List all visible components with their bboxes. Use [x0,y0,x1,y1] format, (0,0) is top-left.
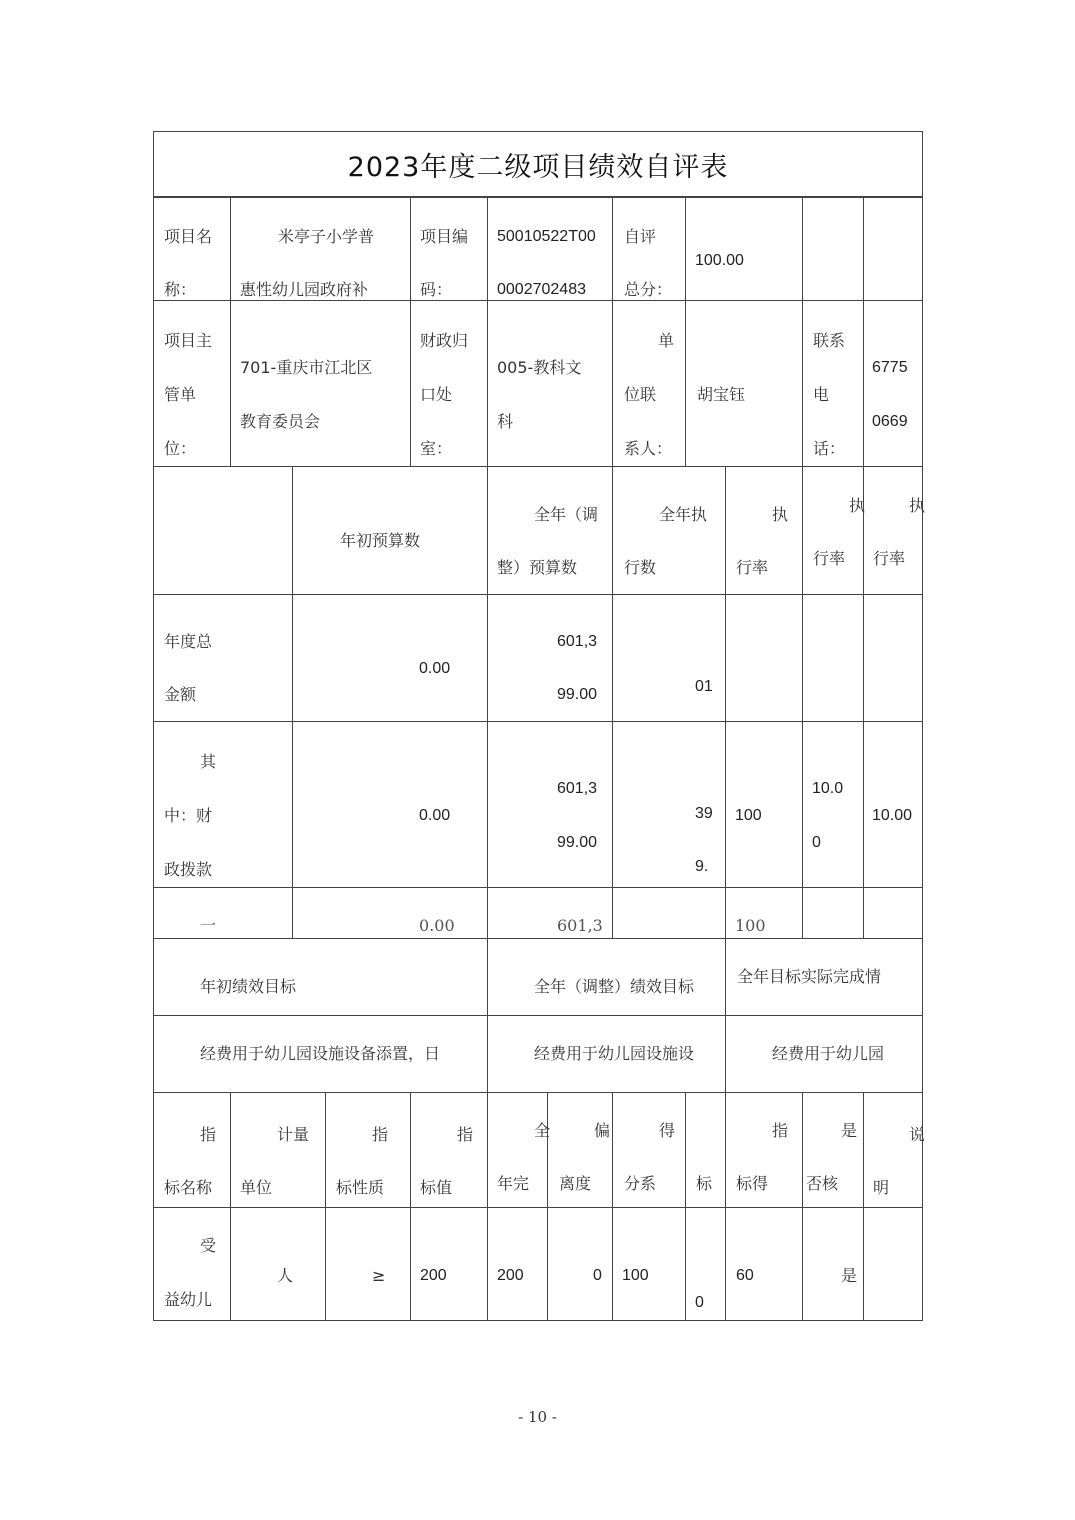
deviation-header: 偏 [594,1121,611,1140]
weight-header-cell [685,1092,726,1208]
indicator-name-header-2: 标名称 [164,1178,213,1197]
initial-budget-header: 年初预算数 [340,531,421,550]
fiscal-label-2: 中：财 [164,806,213,825]
deviation-value: 0 [593,1267,602,1284]
total-executed-value: 01 [695,678,713,695]
indicator-score-value: 60 [736,1267,754,1284]
adjusted-budget-header-2: 整）预算数 [497,558,578,577]
empty-cell [725,594,803,722]
partial-label: 一 [200,916,217,935]
fiscal-score-b-value: 10.00 [872,807,913,824]
fiscal-initial-value: 0.00 [419,807,451,824]
initial-goal-text-cell [153,1015,488,1093]
self-score-value: 100.00 [695,252,744,269]
fiscal-label-cell [153,721,293,888]
target-value-header-cell [410,1092,488,1208]
indicator-score-header-cell [725,1092,803,1208]
fiscal-score-cell [802,721,864,888]
rate-header-c: 执 [909,496,926,515]
deviation-header-2: 离度 [559,1174,592,1193]
unit-header: 计量 [277,1125,310,1144]
fiscal-score-value-2: 0 [812,834,821,851]
indicator-score-header-2: 标得 [736,1174,769,1193]
unit-value: 人 [277,1266,294,1285]
empty-cell [863,197,923,301]
partial-initial-cell [292,887,488,939]
fiscal-label: 其 [200,752,217,771]
phone-value-cell [863,300,923,467]
contact-label-cell [612,300,686,467]
self-score-value-cell [685,197,803,301]
initial-budget-header-cell [292,466,488,595]
project-name-value-cell [230,197,411,301]
adjusted-goal-header: 全年（调整）绩效目标 [534,977,695,996]
indicator-name-header-cell [153,1092,231,1208]
total-label: 年度总 [164,632,213,651]
partial-initial-value: 0.00 [419,916,455,935]
contact-value-cell [685,300,803,467]
rate-header-b: 执 [849,496,866,515]
rate-header-b-2: 行率 [813,549,846,568]
indicator-name-header: 指 [200,1125,217,1144]
note-cell [863,1207,923,1321]
phone-label: 联系 [813,331,846,350]
rate-header-cell [725,466,803,595]
core-header: 是 [841,1121,858,1140]
total-adjusted-cell [487,594,613,722]
project-code-value: 50010522T00 [497,228,596,245]
office-label-cell [410,300,488,467]
nature-value: ≥ [372,1266,386,1285]
dept-label-cell [153,300,231,467]
project-code-value-2: 0002702483 [497,281,586,298]
adjusted-budget-header: 全年（调 [534,505,599,524]
fiscal-rate-value: 100 [735,807,762,824]
fiscal-score-b-cell [863,721,923,888]
total-label-2: 金额 [164,685,197,704]
nature-header: 指 [372,1125,389,1144]
fiscal-adjusted-cell [487,721,613,888]
empty-cell [802,594,864,722]
fiscal-label-3: 政拨款 [164,860,213,879]
office-value-cell [487,300,613,467]
fiscal-adjusted-value-2: 99.00 [557,834,598,851]
empty-cell [802,197,864,301]
nature-header-cell [325,1092,411,1208]
total-adjusted-value: 601,3 [557,633,598,650]
self-score-label-cell [612,197,686,301]
adjusted-goal-header-cell [487,938,726,1016]
rate-header-2: 行率 [736,558,769,577]
note-header-2: 明 [873,1178,890,1197]
total-initial-value: 0.00 [419,660,451,677]
project-name-value-2: 惠性幼儿园政府补 [240,280,369,299]
empty-cell [863,887,923,939]
empty-cell [612,887,726,939]
budget-header-blank [153,466,293,595]
office-value-2: 科 [497,412,514,431]
total-initial-cell [292,594,488,722]
dept-label-2: 管单 [164,385,197,404]
actual-goal-header-cell [725,938,923,1016]
phone-label-3: 话： [813,439,846,458]
indicator-name-cell [153,1207,231,1321]
unit-cell [230,1207,326,1321]
contact-label: 单 [658,331,675,350]
self-score-label-2: 总分： [624,280,673,299]
core-header-2: 否核 [806,1174,839,1193]
score-coef-header-2: 分系 [624,1174,657,1193]
completion-header-2: 年完 [497,1174,530,1193]
weight-cell [685,1207,726,1321]
self-score-label: 自评 [624,227,657,246]
executed-header-cell [612,466,726,595]
rate-header-c-2: 行率 [873,549,906,568]
actual-goal-text: 经费用于幼儿园 [772,1044,885,1063]
core-header-cell [802,1092,864,1208]
unit-header-cell [230,1092,326,1208]
initial-goal-header: 年初绩效目标 [200,977,297,996]
office-label: 财政归 [420,331,469,350]
indicator-name-2: 益幼儿 [164,1290,213,1309]
nature-header-2: 标性质 [336,1178,385,1197]
dept-label: 项目主 [164,331,213,350]
office-label-2: 口处 [420,385,453,404]
project-code-value-cell [487,197,613,301]
executed-header-2: 行数 [624,558,657,577]
fiscal-rate-cell [725,721,803,888]
project-code-label: 项目编 [420,227,469,246]
core-cell [802,1207,864,1321]
weight-value: 0 [695,1294,704,1311]
executed-header: 全年执 [659,505,708,524]
score-coef-cell [612,1207,686,1321]
total-adjusted-value-2: 99.00 [557,686,598,703]
phone-value-2: 0669 [872,413,908,430]
indicator-score-header: 指 [772,1121,789,1140]
fiscal-executed-value-2: 9. [695,858,709,875]
page-title: 2023年度二级项目绩效自评表 [153,131,923,197]
deviation-header-cell [547,1092,613,1208]
adjusted-budget-header-cell [487,466,613,595]
dept-value-cell [230,300,411,467]
empty-cell [863,594,923,722]
weight-header: 标 [696,1174,713,1193]
fiscal-executed-cell [612,721,726,888]
completion-cell [487,1207,548,1321]
total-executed-cell [612,594,726,722]
score-coef-header-cell [612,1092,686,1208]
adjusted-goal-text-cell [487,1015,726,1093]
target-value: 200 [420,1267,447,1284]
dept-value-2: 教育委员会 [240,412,321,431]
fiscal-score-value: 10.0 [812,780,844,797]
adjusted-goal-text: 经费用于幼儿园设施设 [534,1044,695,1063]
unit-header-2: 单位 [240,1178,273,1197]
empty-cell [802,887,864,939]
partial-rate-value: 100 [735,916,766,935]
phone-value: 6775 [872,359,908,376]
deviation-cell [547,1207,613,1321]
indicator-name: 受 [200,1236,217,1255]
rate-header-c-cell [863,466,926,595]
partial-adjusted-value: 601,3 [557,916,603,935]
initial-goal-text: 经费用于幼儿园设施设备添置，日 [200,1044,441,1063]
completion-header-cell [487,1092,551,1208]
actual-goal-text-cell [725,1015,923,1093]
score-coef-value: 100 [622,1267,649,1284]
office-value: 005-教科文 [497,358,582,377]
project-name-label: 项目名 [164,227,213,246]
note-header-cell [863,1092,926,1208]
contact-value: 胡宝钰 [697,385,746,404]
rate-header: 执 [772,505,789,524]
partial-label-cell [153,887,293,939]
project-name-label-2: 称： [164,280,197,299]
fiscal-adjusted-value: 601,3 [557,780,598,797]
project-name-value: 米亭子小学普 [278,227,375,246]
project-code-label-2: 码： [420,280,453,299]
partial-rate-cell [725,887,803,939]
completion-header: 全 [534,1121,551,1140]
project-name-label-cell [153,197,231,301]
dept-value: 701-重庆市江北区 [240,358,373,377]
target-value-header: 指 [457,1125,474,1144]
fiscal-executed-value: 39 [695,805,713,822]
nature-cell [325,1207,411,1321]
indicator-score-cell [725,1207,803,1321]
dept-label-3: 位： [164,439,197,458]
score-coef-header: 得 [659,1121,676,1140]
total-label-cell [153,594,293,722]
initial-goal-header-cell [153,938,488,1016]
fiscal-initial-cell [292,721,488,888]
rate-header-b-cell [802,466,864,595]
partial-adjusted-cell [487,887,613,939]
phone-label-2: 电 [813,385,830,404]
note-header: 说 [909,1125,926,1144]
office-label-3: 室： [420,439,453,458]
page-number: - 10 - [518,1408,557,1426]
target-value-header-2: 标值 [420,1178,453,1197]
core-value: 是 [841,1266,858,1285]
actual-goal-header: 全年目标实际完成情 [737,967,882,986]
project-code-label-cell [410,197,488,301]
phone-label-cell [802,300,864,467]
contact-label-2: 位联 [624,385,657,404]
contact-label-3: 系人： [624,439,673,458]
target-value-cell [410,1207,488,1321]
completion-value: 200 [497,1267,524,1284]
